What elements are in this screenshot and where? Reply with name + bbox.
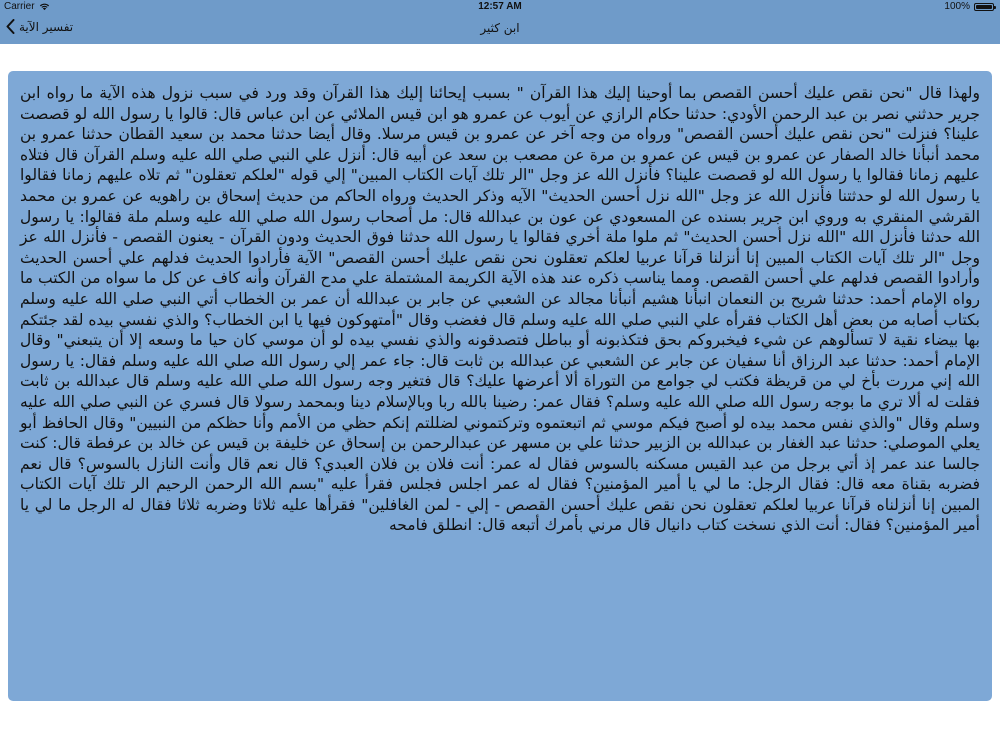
battery-percent: 100% xyxy=(944,1,970,12)
page-title: ابن كثير xyxy=(480,21,520,35)
navigation-bar xyxy=(0,14,1000,44)
tafsir-text: ولهذا قال "نحن نقص عليك أحسن القصص بما أوحينا إليك هذا القرآن " بسبب إيحائنا إليك هذا القرآن وقد ورد في سبب نزول هذه الآية ما رواه ابن جرير حدثني نصر بن عبد الرحمن الأودي: حدثنا حكام الرازي عن أيوب عن عمرو هو ابن قيس الملائي عن ابن عباس قال: قالوا يا رسول الله لو قصصت علينا؟ فنزلت "نحن نقص عليك أحسن القصص" ورواه من وجه آخر عن عمرو بن قيس مرسلا. وقال أيضا حدثنا محمد بن سعيد القطان حدثنا عمرو بن محمد أنبأنا خالد الصفار عن عمرو بن قيس عن عمرو بن مرة عن مصعب بن سعد عن أبيه قال: أنزل علي النبي صلي الله عليه وسلم القرآن قال فتلاه عليهم زمانا فقالوا يا رسول الله لو قصصت علينا؟ فأنزل الله عز وجل "الر تلك آيات الكتاب المبين" إلي قوله "لعلكم تعقلون" ثم تلاه عليهم زمانا فقالوا يا رسول الله لو حدثتنا فأنزل الله عز وجل "الله نزل أحسن الحديث" الآيه وذكر الحديث ورواه الحاكم من حديث إسحاق بن راهويه عن عمرو بن محمد القرشي المنقري به وروي ابن جرير بسنده عن المسعودي عن عون بن عبدالله قال: مل أصحاب رسول الله صلي الله عليه وسلم ملة فقالوا: يا رسول الله حدثنا فأنزل الله "الله نزل أحسن الحديث" ثم ملوا ملة أخري فقالوا يا رسول الله حدثنا فوق الحديث ودون القرآن - يعنون القصص - فأنزل الله عز وجل "الر تلك آيات الكتاب المبين إنا أنزلنا قرآنا عربيا لعلكم تعقلون نحن نقص عليك أحسن القصص" الآية فأرادوا الحديث فدلهم علي أحسن الحديث وأرادوا القصص فدلهم علي أحسن القصص. ومما يناسب ذكره عند هذه الآية الكريمة المشتملة علي مدح القرآن وأنه كاف عن كل ما سواه من الكتب ما رواه الإمام أحمد: حدثنا شريح بن النعمان انبأنا هشيم أنبأنا مجالد عن الشعبي عن جابر بن عبدالله أن عمر بن الخطاب أتي النبي صلي الله عليه وسلم بكتاب أصابه من بعض أهل الكتاب فقرأه علي النبي صلي الله عليه وسلم قال فغضب وقال "أمتهوكون فيها يا ابن الخطاب؟ والذي نفسي بيده لقد جئتكم بها بيضاء نقية لا تسألوهم عن شيء فيخبروكم بحق فتكذبونه أو بباطل فتصدقونه والذي نفسي بيده لو أن موسي كان حيا ما وسعه إلا أن يتبعني" وقال الإمام أحمد: حدثنا عبد الرزاق أنا سفيان عن جابر عن الشعبي عن عبدالله بن ثابت قال: جاء عمر إلي رسول الله صلي الله عليه وسلم فقال: يا رسول الله إني مررت بأخ لي من قريظة فكتب لي جوامع من التوراة ألا أعرضها عليك؟ قال فتغير وجه رسول الله صلي الله عليه وسلم قال عبدالله بن ثابت فقلت له ألا تري ما بوجه رسول الله صلي الله عليه وسلم؟ فقال عمر: رضينا بالله ربا وبالإسلام دينا وبمحمد رسولا قال فسري عن النبي صلي الله عليه وسلم وقال "والذي نفس محمد بيده لو أصبح فيكم موسي ثم اتبعتموه وتركتموني لضللتم إنكم حظي من الأمم وأنا حظكم من النبيين" وقال الحافظ أبو يعلي الموصلي: حدثنا عبد الغفار بن عبدالله بن الزبير حدثنا علي بن مسهر عن عبدالرحمن بن إسحاق عن خليفة بن قيس عن خالد بن عرفطة قال: كنت جالسا عند عمر إذ أتي برجل من عبد القيس مسكنه بالسوس فقال له عمر: أنت فلان بن فلان العبدي؟ قال نعم قال وأنت النازل بالسوس؟ قال نعم فضربه بقناة معه قال: فقال الرجل: ما لي يا أمير المؤمنين؟ فقال له عمر اجلس فجلس فقرأ عليه "بسم الله الرحمن الرحيم الر تلك آيات الكتاب المبين إنا أنزلناه قرآنا عربيا لعلكم تعقلون نحن نقص عليك أحسن القصص - إلي - لمن الغافلين" فقرأها عليه ثلاثا وضربه ثلاثا فقال له الرجل ما لي يا أمير المؤمنين؟ فقال: أنت الذي نسخت كتاب دانيال قال مرني بأمرك أتبعه قال: انطلق فامحه xyxy=(20,84,980,535)
carrier-label: Carrier xyxy=(4,1,35,12)
status-time: 12:57 AM xyxy=(478,1,522,12)
tafsir-content-card[interactable] xyxy=(8,71,992,701)
battery-indicator xyxy=(944,1,994,12)
back-button-label: تفسير الآية xyxy=(19,19,74,34)
status-bar xyxy=(0,0,1000,14)
battery-fill xyxy=(976,5,992,9)
battery-icon xyxy=(974,3,994,11)
